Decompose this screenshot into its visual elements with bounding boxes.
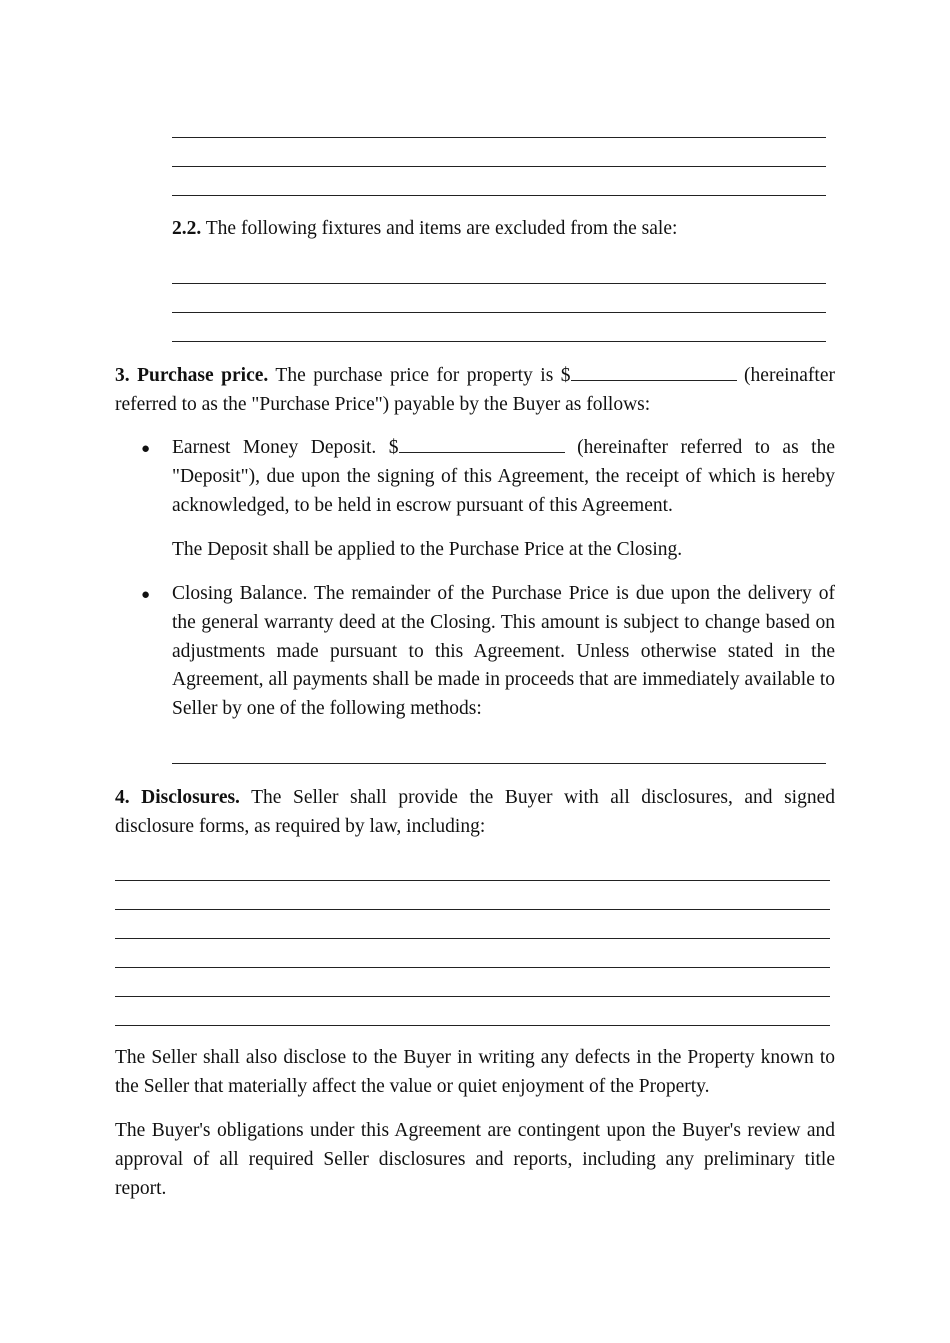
blank-line[interactable]: [115, 880, 830, 881]
blank-line[interactable]: [115, 1025, 830, 1026]
section-text: The following fixtures and items are excluded from the sale:: [201, 218, 678, 239]
paragraph-obligations: The Buyer's obligations under this Agreement are contingent upon the Buyer's review and approval of all required Seller disclosures and reports, including any preliminary title report.: [115, 1120, 835, 1199]
blank-line[interactable]: [172, 283, 826, 284]
blank-line[interactable]: [115, 938, 830, 939]
section-heading: 3. Purchase price.: [115, 365, 269, 386]
section-text: (hereinafter referred to as the "Purchase Price") payable by the Buyer as follows:: [115, 365, 835, 415]
paragraph-defects: The Seller shall also disclose to the Buyer in writing any defects in the Property known to the Seller that materially affect the value or quiet enjoyment of the Property.: [115, 1047, 835, 1097]
blank-line[interactable]: [115, 909, 830, 910]
bullet-icon: ●: [141, 587, 151, 603]
bullet-earnest-money: [172, 434, 835, 520]
blank-line[interactable]: [172, 137, 826, 138]
section-4-disclosures: [115, 784, 835, 842]
section-text: The purchase price for property is $: [268, 365, 571, 386]
blank-line[interactable]: [172, 341, 826, 342]
purchase-price-blank[interactable]: [571, 362, 737, 381]
section-text: The Seller shall provide the Buyer with all disclosures, and signed disclosure forms, as required by law, including:: [115, 787, 835, 837]
blank-line[interactable]: [172, 166, 826, 167]
blank-line[interactable]: [115, 996, 830, 997]
bullet-icon: ●: [141, 441, 151, 457]
blank-line[interactable]: [172, 763, 826, 764]
section-heading: 4. Disclosures.: [115, 787, 240, 808]
blank-line[interactable]: [115, 967, 830, 968]
section-2-2: [172, 215, 826, 244]
deposit-note: The Deposit shall be applied to the Purchase Price at the Closing.: [172, 539, 683, 560]
blank-line[interactable]: [172, 312, 826, 313]
bullet-text: (hereinafter referred to as the "Deposit"), due upon the signing of this Agreement, the receipt of which is hereby acknowledged, to be held in escrow pursuant of this Agreement.: [172, 437, 835, 516]
blank-line[interactable]: [172, 195, 826, 196]
section-number: 2.2.: [172, 218, 202, 239]
section-3-purchase-price: [115, 362, 835, 420]
bullet-closing-balance: Closing Balance. The remainder of the Purchase Price is due upon the delivery of the general warranty deed at the Closing. This amount is subject to change based on adjustments made pursuant to this Agreement. Unless otherwise stated in the Agreement, all payments shall be made in proceeds that are immediately available to Seller by one of the following methods:: [172, 583, 835, 720]
deposit-amount-blank[interactable]: [399, 434, 565, 453]
bullet-text: Earnest Money Deposit. $: [172, 437, 399, 458]
